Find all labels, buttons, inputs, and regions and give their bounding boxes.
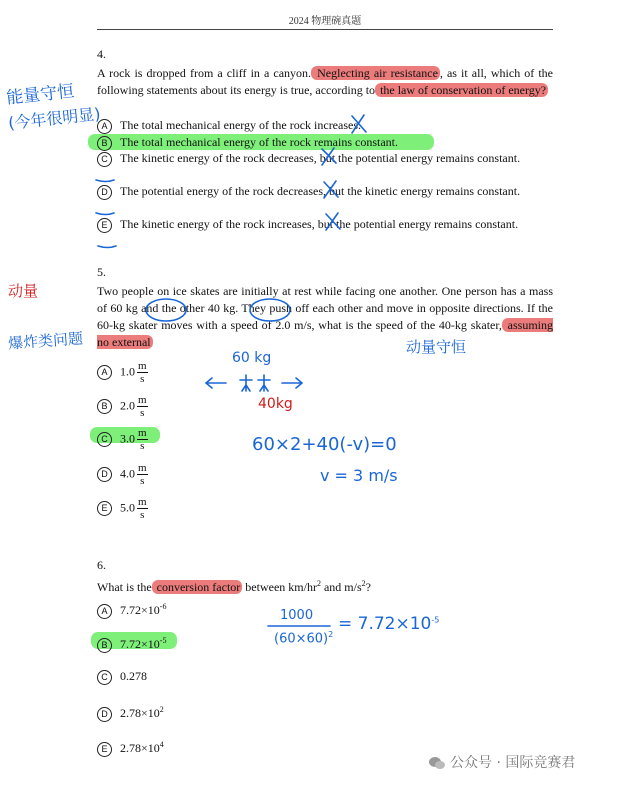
- q4-option-c-text: The kinetic energy of the rock decreases, but the potential energy remains constant.: [120, 151, 521, 165]
- conversion-result: = $7.72\times 10^{-5}$: [338, 614, 440, 634]
- q6-option-e[interactable]: [97, 736, 164, 754]
- unit-fraction: $\frac{m}{s}$: [138, 360, 147, 385]
- option-letter-circle: A: [97, 365, 112, 380]
- watermark: [428, 752, 575, 772]
- q5-option-b[interactable]: [97, 394, 148, 419]
- q6-option-c[interactable]: [97, 667, 147, 685]
- option-letter-circle: E: [97, 218, 112, 233]
- q4-option-e-text: The kinetic energy of the rock increases, but the potential energy remains constant.: [120, 217, 519, 231]
- skater-figure-icon: [240, 375, 252, 391]
- q5-option-d-value: 4.0: [120, 466, 135, 481]
- q4-option-b-text: The total mechanical energy of the rock remains constant.: [120, 135, 399, 149]
- q6-option-b-exp: -5: [159, 636, 167, 645]
- unit-fraction: $\frac{m}{s}$: [138, 394, 147, 419]
- option-letter-circle: A: [97, 119, 112, 134]
- momentum-note: 动量: [8, 282, 39, 300]
- q4-option-d-text: The potential energy of the rock decreases, but the kinetic energy remains constant.: [120, 184, 521, 198]
- q5-option-d[interactable]: [97, 462, 148, 487]
- equation-2: v = 3 m/s: [320, 466, 398, 485]
- energy-note-2: (今年很明显): [7, 104, 102, 133]
- page-header: 2024 物理碗真题: [288, 16, 362, 27]
- option-letter-circle: D: [97, 707, 112, 722]
- q6-sup-1: 2: [316, 579, 321, 588]
- explosion-note: 爆炸类问题: [7, 329, 84, 353]
- underline-mark: [98, 246, 116, 248]
- skater-figure-icon: [258, 375, 270, 391]
- q5-mass-2: 40 kg: [207, 301, 236, 315]
- q5-mass-1: 60 kg: [110, 301, 138, 315]
- label-40kg: 40kg: [258, 396, 293, 412]
- right-arrow-icon: [282, 378, 302, 388]
- q4-option-d[interactable]: [97, 183, 553, 200]
- q6-text-2: between km/hr: [242, 580, 317, 594]
- wechat-icon: [428, 756, 446, 770]
- unit-fraction: $\frac{m}{s}$: [138, 462, 147, 487]
- equation-1: 60×2+40(-v)=0: [252, 434, 397, 455]
- q5-text-1: Two people on ice skates are initially at rest while facing one another. One person has a mass of: [97, 284, 553, 315]
- q4-number: 4.: [97, 47, 106, 61]
- q5-option-a[interactable]: [97, 360, 148, 385]
- q5-text-3: . They push off each other and move in opposite directions. If the 60-kg skater moves with a speed of 2.0 m/s, what is the speed of the 40-kg skater,: [97, 301, 554, 332]
- q6-option-d-base: 2.78×10: [120, 706, 160, 720]
- momentum-conservation-note: 动量守恒: [406, 338, 467, 356]
- underline-mark: [96, 213, 114, 215]
- q4-option-c[interactable]: [97, 150, 553, 167]
- energy-note-1: 能量守恒: [5, 81, 76, 109]
- q5-text-2: and the other: [137, 301, 208, 315]
- q5-option-c[interactable]: [97, 427, 148, 452]
- q6-option-e-exp: 4: [159, 740, 164, 749]
- q5-option-e[interactable]: [97, 496, 148, 521]
- q6-option-c-base: 0.278: [120, 669, 147, 683]
- option-letter-circle: C: [97, 432, 112, 447]
- q5-option-c-value: 3.0: [120, 431, 135, 446]
- q5-option-a-value: 1.0: [120, 364, 135, 379]
- unit-fraction: $\frac{m}{s}$: [138, 496, 147, 521]
- left-arrow-icon: [206, 378, 226, 388]
- q4-text-2: , as it all, which of the following statements about its energy is true, according to: [97, 66, 553, 97]
- q6-text-3: and m/s: [320, 580, 362, 594]
- q4-highlight-1: Neglecting air resistance: [313, 66, 438, 80]
- option-letter-circle: E: [97, 742, 112, 757]
- q6-highlight: conversion factor: [153, 580, 241, 594]
- option-letter-circle: D: [97, 185, 112, 200]
- q6-option-e-base: 2.78×10: [120, 741, 160, 755]
- option-letter-circle: D: [97, 467, 112, 482]
- q5-option-e-value: 5.0: [120, 500, 135, 515]
- header-rule: [97, 29, 553, 30]
- q6-option-d[interactable]: [97, 701, 164, 719]
- option-letter-circle: B: [97, 399, 112, 414]
- option-letter-circle: E: [97, 501, 112, 516]
- q5-highlight: assuming no external: [97, 318, 553, 349]
- conversion-denominator: $(60\times 60)^2$: [274, 630, 334, 647]
- q6-sup-2: 2: [361, 579, 366, 588]
- q5-number: 5.: [97, 265, 106, 279]
- option-letter-circle: B: [97, 136, 112, 151]
- q4-highlight-2: the law of conservation of energy?: [377, 83, 547, 97]
- q6-text-4: ?: [365, 580, 371, 594]
- q6-option-a-base: 7.72×10: [120, 603, 160, 617]
- q4-option-b[interactable]: [97, 134, 553, 151]
- q6-text-1: What is the: [97, 580, 152, 594]
- conversion-numerator: 1000: [280, 608, 314, 623]
- q6-option-d-exp: 2: [159, 705, 164, 714]
- option-letter-circle: C: [97, 152, 112, 167]
- q6-option-b[interactable]: [97, 632, 166, 650]
- q6-option-b-base: 7.72×10: [120, 637, 160, 651]
- q6-option-a-exp: -6: [159, 602, 167, 611]
- label-60kg: 60 kg: [232, 350, 272, 366]
- q5-option-b-value: 2.0: [120, 398, 135, 413]
- q6-number: 6.: [97, 558, 106, 572]
- underline-mark: [96, 180, 114, 182]
- q5-stem: [97, 283, 553, 351]
- option-letter-circle: B: [97, 638, 112, 653]
- q6-stem: [97, 575, 553, 596]
- q4-option-a[interactable]: [97, 117, 553, 134]
- q4-option-e[interactable]: [97, 216, 553, 233]
- unit-fraction: $\frac{m}{s}$: [138, 427, 147, 452]
- option-letter-circle: A: [97, 604, 112, 619]
- q6-option-a[interactable]: [97, 598, 166, 616]
- q4-text-1: A rock is dropped from a cliff in a canyon.: [97, 66, 312, 80]
- option-letter-circle: C: [97, 670, 112, 685]
- q4-stem: [97, 65, 553, 99]
- q4-option-a-text: The total mechanical energy of the rock increases.: [120, 118, 362, 132]
- watermark-text: 公众号 · 国际竞赛君: [450, 755, 576, 771]
